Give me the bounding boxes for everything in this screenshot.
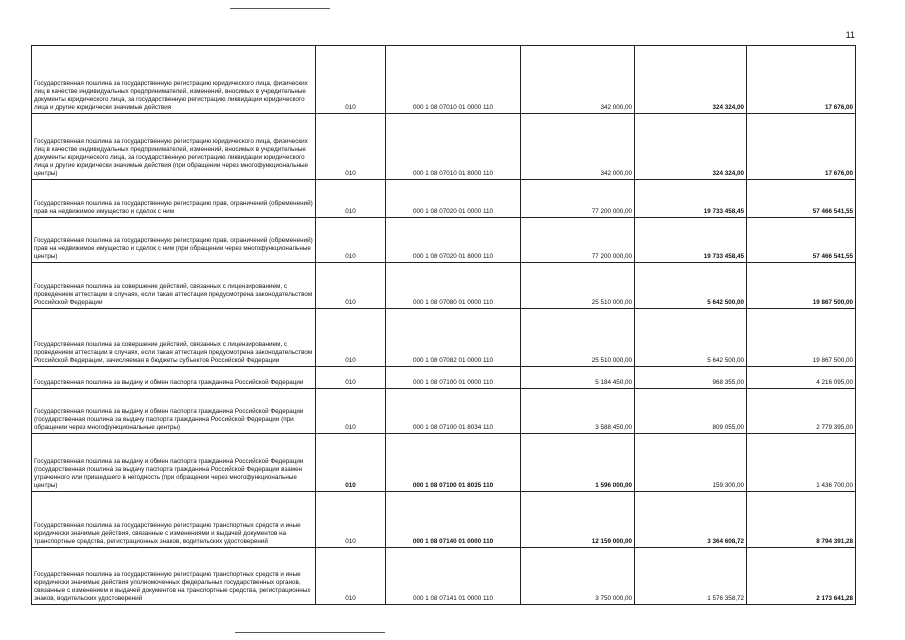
row-remaining: 8 794 391,28 [747, 492, 856, 548]
row-approved: 3 588 450,00 [521, 389, 635, 434]
row-name: Государственная пошлина за государственную регистрацию юридического лица, физических лиц в качестве индивидуальных предпринимателей, изменений, вносимых в учредительные документы юридического лица, за государственную регистрацию ликвидации юридического лица и другие юридически значимые действия [32, 46, 316, 114]
row-code: 010 [316, 114, 386, 180]
row-kbk: 000 1 08 07020 01 8000 110 [386, 218, 521, 263]
row-code: 010 [316, 218, 386, 263]
row-executed: 324 324,00 [635, 114, 747, 180]
row-approved: 25 510 000,00 [521, 309, 635, 367]
row-name: Государственная пошлина за государственную регистрацию прав, ограничений (обременений) прав на недвижимое имущество и сделок с ним [32, 180, 316, 218]
row-approved: 1 596 000,00 [521, 434, 635, 492]
row-executed: 5 642 500,00 [635, 263, 747, 309]
row-name: Государственная пошлина за выдачу и обмен паспорта гражданина Российской Федерации (государственная пошлина за выдачу паспорта гражданина Российской Федерации взамен утраченного или пришедшего в негодность (при обращении через многофункциональные центры) [32, 434, 316, 492]
row-kbk: 000 1 08 07010 01 0000 110 [386, 46, 521, 114]
row-kbk: 000 1 08 07010 01 8000 110 [386, 114, 521, 180]
revenue-table [31, 45, 856, 605]
row-approved: 342 000,00 [521, 114, 635, 180]
row-executed: 3 364 608,72 [635, 492, 747, 548]
row-code: 010 [316, 46, 386, 114]
row-executed: 19 733 458,45 [635, 180, 747, 218]
row-remaining: 17 676,00 [747, 46, 856, 114]
row-approved: 77 200 000,00 [521, 218, 635, 263]
row-remaining: 1 436 700,00 [747, 434, 856, 492]
table-row [32, 434, 856, 492]
row-code: 010 [316, 434, 386, 492]
table-row [32, 46, 856, 114]
page-number: 11 [845, 30, 855, 40]
row-kbk: 000 1 08 07140 01 0000 110 [386, 492, 521, 548]
row-name: Государственная пошлина за государственную регистрацию юридического лица, физических лиц в качестве индивидуальных предпринимателей, изменений, вносимых в учредительные документы юридического лица, за государственную регистрацию ликвидации юридического лица и другие юридически значимые действия (при обращении через многофункциональные центры) [32, 114, 316, 180]
row-kbk: 000 1 08 07082 01 0000 110 [386, 309, 521, 367]
row-executed: 19 733 458,45 [635, 218, 747, 263]
row-code: 010 [316, 548, 386, 605]
row-code: 010 [316, 389, 386, 434]
row-name: Государственная пошлина за государственную регистрацию прав, ограничений (обременений) прав на недвижимое имущество и сделок с ним (при обращении через многофункциональные центры) [32, 218, 316, 263]
row-code: 010 [316, 309, 386, 367]
row-name: Государственная пошлина за выдачу и обмен паспорта гражданина Российской Федерации [32, 367, 316, 389]
row-name: Государственная пошлина за совершение действий, связанных с лицензированием, с проведением аттестации в случаях, если такая аттестация предусмотрена законодательством Российской Федерации, зачисляемая в бюджеты субъектов Российской Федерации [32, 309, 316, 367]
table-row [32, 218, 856, 263]
row-executed: 809 055,00 [635, 389, 747, 434]
row-code: 010 [316, 367, 386, 389]
row-executed: 1 576 358,72 [635, 548, 747, 605]
row-kbk: 000 1 08 07020 01 0000 110 [386, 180, 521, 218]
bottom-scan-rule [235, 632, 385, 633]
table-row [32, 548, 856, 605]
row-name: Государственная пошлина за совершение действий, связанных с лицензированием, с проведением аттестации в случаях, если такая аттестация предусмотрена законодательством Российской Федерации [32, 263, 316, 309]
row-approved: 3 750 000,00 [521, 548, 635, 605]
table-row [32, 180, 856, 218]
row-name: Государственная пошлина за государственную регистрацию транспортных средств и иные юридически значимые действия уполномоченных федеральных государственных органов, связанные с изменением и выдачей документов на транспортные средства, регистрационных знаков, водительских удостоверений [32, 548, 316, 605]
row-remaining: 2 779 395,00 [747, 389, 856, 434]
row-remaining: 17 676,00 [747, 114, 856, 180]
row-executed: 5 642 500,00 [635, 309, 747, 367]
top-scan-rule [230, 8, 330, 9]
row-remaining: 57 466 541,55 [747, 180, 856, 218]
row-approved: 342 000,00 [521, 46, 635, 114]
row-executed: 324 324,00 [635, 46, 747, 114]
row-kbk: 000 1 08 07080 01 0000 110 [386, 263, 521, 309]
row-remaining: 19 867 500,00 [747, 263, 856, 309]
row-code: 010 [316, 492, 386, 548]
table-row [32, 367, 856, 389]
row-name: Государственная пошлина за государственную регистрацию транспортных средств и иные юридически значимые действия, связанные с изменениями и выдачей документов на транспортные средства, регистрационных знаков, водительских удостоверений [32, 492, 316, 548]
table-row [32, 389, 856, 434]
row-remaining: 19 867 500,00 [747, 309, 856, 367]
row-executed: 968 355,00 [635, 367, 747, 389]
table-row [32, 263, 856, 309]
row-remaining: 57 466 541,55 [747, 218, 856, 263]
row-kbk: 000 1 08 07100 01 8034 110 [386, 389, 521, 434]
row-approved: 25 510 000,00 [521, 263, 635, 309]
row-executed: 159 300,00 [635, 434, 747, 492]
row-remaining: 4 216 095,00 [747, 367, 856, 389]
row-kbk: 000 1 08 07100 01 8035 110 [386, 434, 521, 492]
table-row [32, 114, 856, 180]
row-name: Государственная пошлина за выдачу и обмен паспорта гражданина Российской Федерации (государственная пошлина за выдачу паспорта гражданина Российской Федерации (при обращении через многофункциональные центры) [32, 389, 316, 434]
row-approved: 77 200 000,00 [521, 180, 635, 218]
table-row [32, 492, 856, 548]
table-row [32, 309, 856, 367]
row-code: 010 [316, 263, 386, 309]
row-approved: 5 184 450,00 [521, 367, 635, 389]
row-kbk: 000 1 08 07141 01 0000 110 [386, 548, 521, 605]
row-kbk: 000 1 08 07100 01 0000 110 [386, 367, 521, 389]
row-code: 010 [316, 180, 386, 218]
row-remaining: 2 173 641,28 [747, 548, 856, 605]
row-approved: 12 159 000,00 [521, 492, 635, 548]
